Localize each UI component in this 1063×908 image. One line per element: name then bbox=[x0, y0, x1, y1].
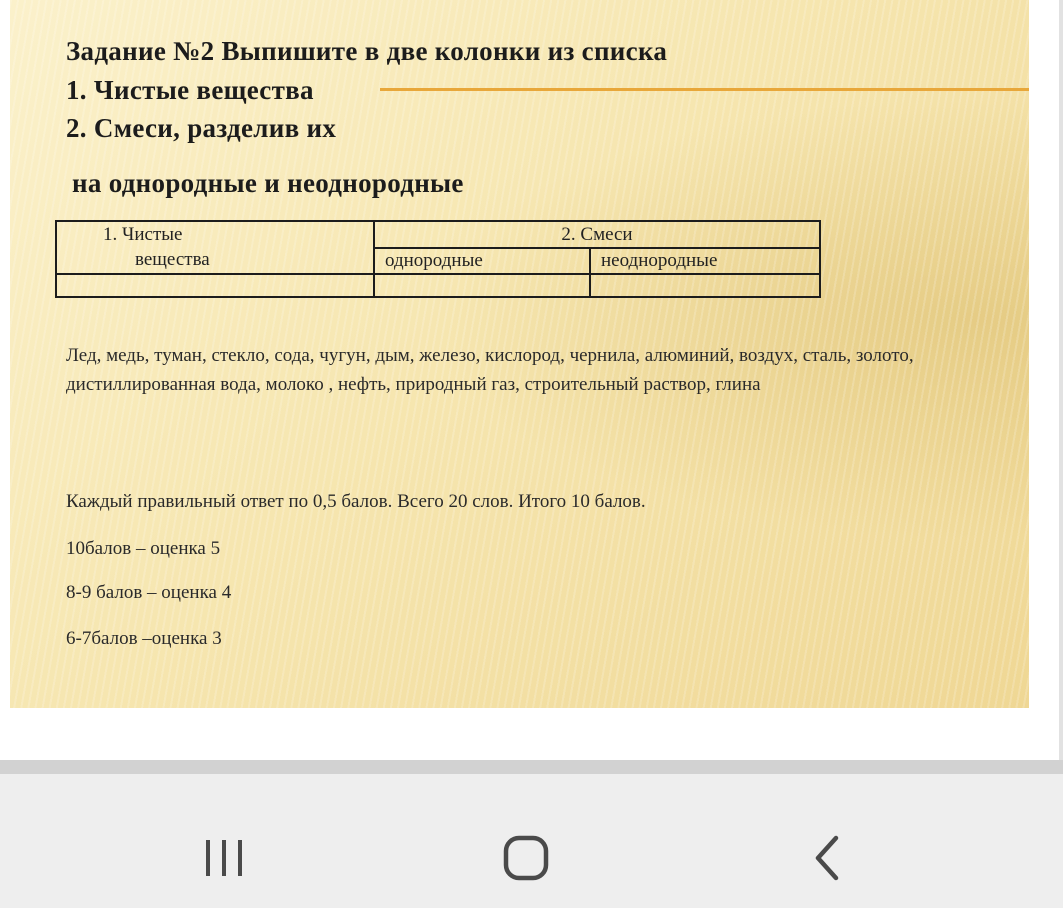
table-cell-pure bbox=[56, 274, 374, 297]
grade-5-note: 10балов – оценка 5 bbox=[66, 538, 221, 559]
back-icon bbox=[788, 818, 868, 898]
table-header-heterogeneous: неоднородные bbox=[590, 248, 820, 274]
slide-image bbox=[10, 0, 1029, 708]
table-header-pure bbox=[56, 221, 374, 274]
home-button[interactable] bbox=[486, 818, 566, 898]
table-cell-homogeneous bbox=[374, 274, 590, 297]
table-cell-heterogeneous bbox=[590, 274, 820, 297]
task-item-pure: 1. Чистые вещества bbox=[66, 75, 314, 105]
recent-apps-icon bbox=[184, 818, 264, 898]
word-list: Лед, медь, туман, стекло, сода, чугун, дым, железо, кислород, чернила, алюминий, воздух, сталь, золото, дистиллированная вода, молоко , нефть, природный газ, строительный раствор, глина bbox=[66, 345, 914, 395]
recent-apps-button[interactable] bbox=[184, 818, 264, 898]
task-subtitle: на однородные и неоднородные bbox=[72, 168, 464, 198]
table-header-pure-line2: вещества bbox=[135, 249, 210, 270]
title-underline bbox=[380, 88, 1029, 91]
answer-table bbox=[55, 220, 821, 298]
task-title: Задание №2 Выпишите в две колонки из списка bbox=[66, 36, 668, 66]
back-button[interactable] bbox=[788, 818, 868, 898]
table-header-homogeneous: однородные bbox=[374, 248, 590, 274]
home-icon bbox=[486, 818, 566, 898]
task-item-mixtures: 2. Смеси, разделив их bbox=[66, 113, 337, 143]
grade-4-note: 8-9 балов – оценка 4 bbox=[66, 582, 232, 603]
grading-note: Каждый правильный ответ по 0,5 балов. Всего 20 слов. Итого 10 балов. bbox=[66, 491, 646, 512]
grade-3-note: 6-7балов –оценка 3 bbox=[66, 628, 222, 649]
table-header-mixtures: 2. Смеси bbox=[374, 221, 820, 248]
viewer-edge bbox=[1059, 0, 1063, 760]
table-header-pure-line1: 1. Чистые bbox=[103, 224, 183, 245]
system-navigation-bar bbox=[0, 760, 1063, 908]
